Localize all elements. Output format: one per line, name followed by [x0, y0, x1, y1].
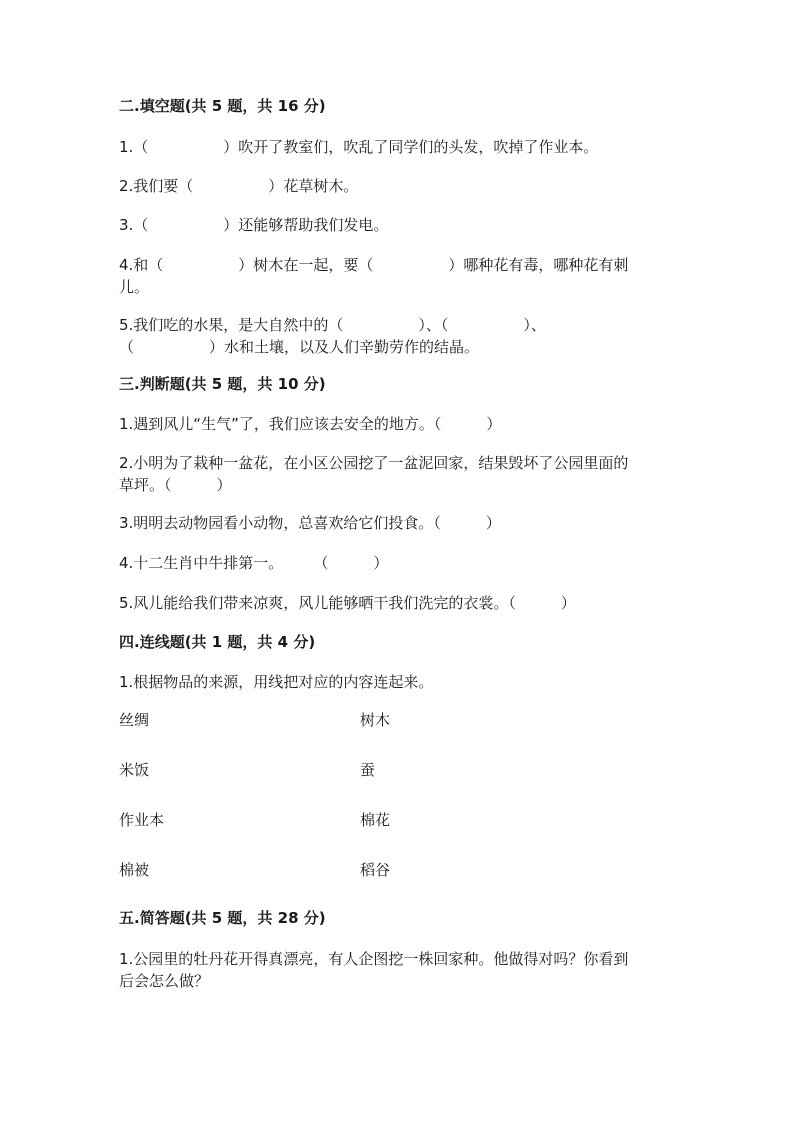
- question-line: 3.明明去动物园看小动物，总喜欢给它们投食。（ ）: [119, 514, 501, 532]
- question-match-1: [119, 671, 675, 693]
- question-line: 1.公园里的牡丹花开得真漂亮，有人企图挖一株回家种。他做得对吗？你看到: [119, 950, 629, 968]
- question-line: 2.我们要（ ）花草树木。: [119, 177, 359, 195]
- question-line: 1.遇到风儿“生气”了，我们应该去安全的地方。（ ）: [119, 415, 502, 433]
- match-right-item[interactable]: 树木: [360, 711, 391, 729]
- question-line: 4.十二生肖中牛排第一。 （ ）: [119, 554, 389, 572]
- question-line: 4.和（ ）树木在一起，要（ ）哪种花有毒，哪种花有刺: [119, 256, 629, 274]
- question-tf-2: [119, 452, 675, 496]
- question-tf-5: [119, 592, 675, 614]
- question-fill-4: [119, 254, 675, 298]
- question-tf-4: [119, 552, 675, 574]
- section-heading-true-false: 三.判断题(共 5 题，共 10 分): [119, 375, 326, 393]
- question-line: 1.（ ）吹开了教室们，吹乱了同学们的头发，吹掉了作业本。: [119, 138, 599, 156]
- question-fill-5: [119, 314, 675, 358]
- question-line: 儿。: [119, 278, 150, 296]
- match-left-item[interactable]: 丝绸: [119, 711, 150, 729]
- match-right-item[interactable]: 蚕: [360, 761, 376, 779]
- question-line: 3.（ ）还能够帮助我们发电。: [119, 216, 389, 234]
- question-tf-3: [119, 512, 675, 534]
- section-heading-fill-blank: 二.填空题(共 5 题，共 16 分): [119, 97, 326, 115]
- match-right-item[interactable]: 稻谷: [360, 861, 391, 879]
- question-line: 草坪。（ ）: [119, 476, 232, 494]
- question-line: 1.根据物品的来源，用线把对应的内容连起来。: [119, 673, 434, 691]
- section-heading-matching: 四.连线题(共 1 题，共 4 分): [119, 633, 316, 651]
- match-left-item[interactable]: 作业本: [119, 811, 165, 829]
- question-line: 后会怎么做？: [119, 972, 210, 990]
- question-line: 2.小明为了栽种一盆花，在小区公园挖了一盆泥回家，结果毁坏了公园里面的: [119, 454, 629, 472]
- section-heading-short-answer: 五.简答题(共 5 题，共 28 分): [119, 909, 326, 927]
- match-left-item[interactable]: 棉被: [119, 861, 150, 879]
- question-line: 5.风儿能给我们带来凉爽，风儿能够晒干我们洗完的衣裳。（ ）: [119, 594, 576, 612]
- question-short-1: [119, 948, 675, 992]
- match-left-item[interactable]: 米饭: [119, 761, 150, 779]
- question-fill-1: [119, 136, 675, 158]
- question-line: （ ）水和土壤，以及人们辛勤劳作的结晶。: [119, 338, 480, 356]
- question-tf-1: [119, 413, 675, 435]
- question-fill-3: [119, 214, 675, 236]
- match-right-item[interactable]: 棉花: [360, 811, 391, 829]
- question-line: 5.我们吃的水果，是大自然中的（ ）、（ ）、: [119, 316, 546, 334]
- question-fill-2: [119, 175, 675, 197]
